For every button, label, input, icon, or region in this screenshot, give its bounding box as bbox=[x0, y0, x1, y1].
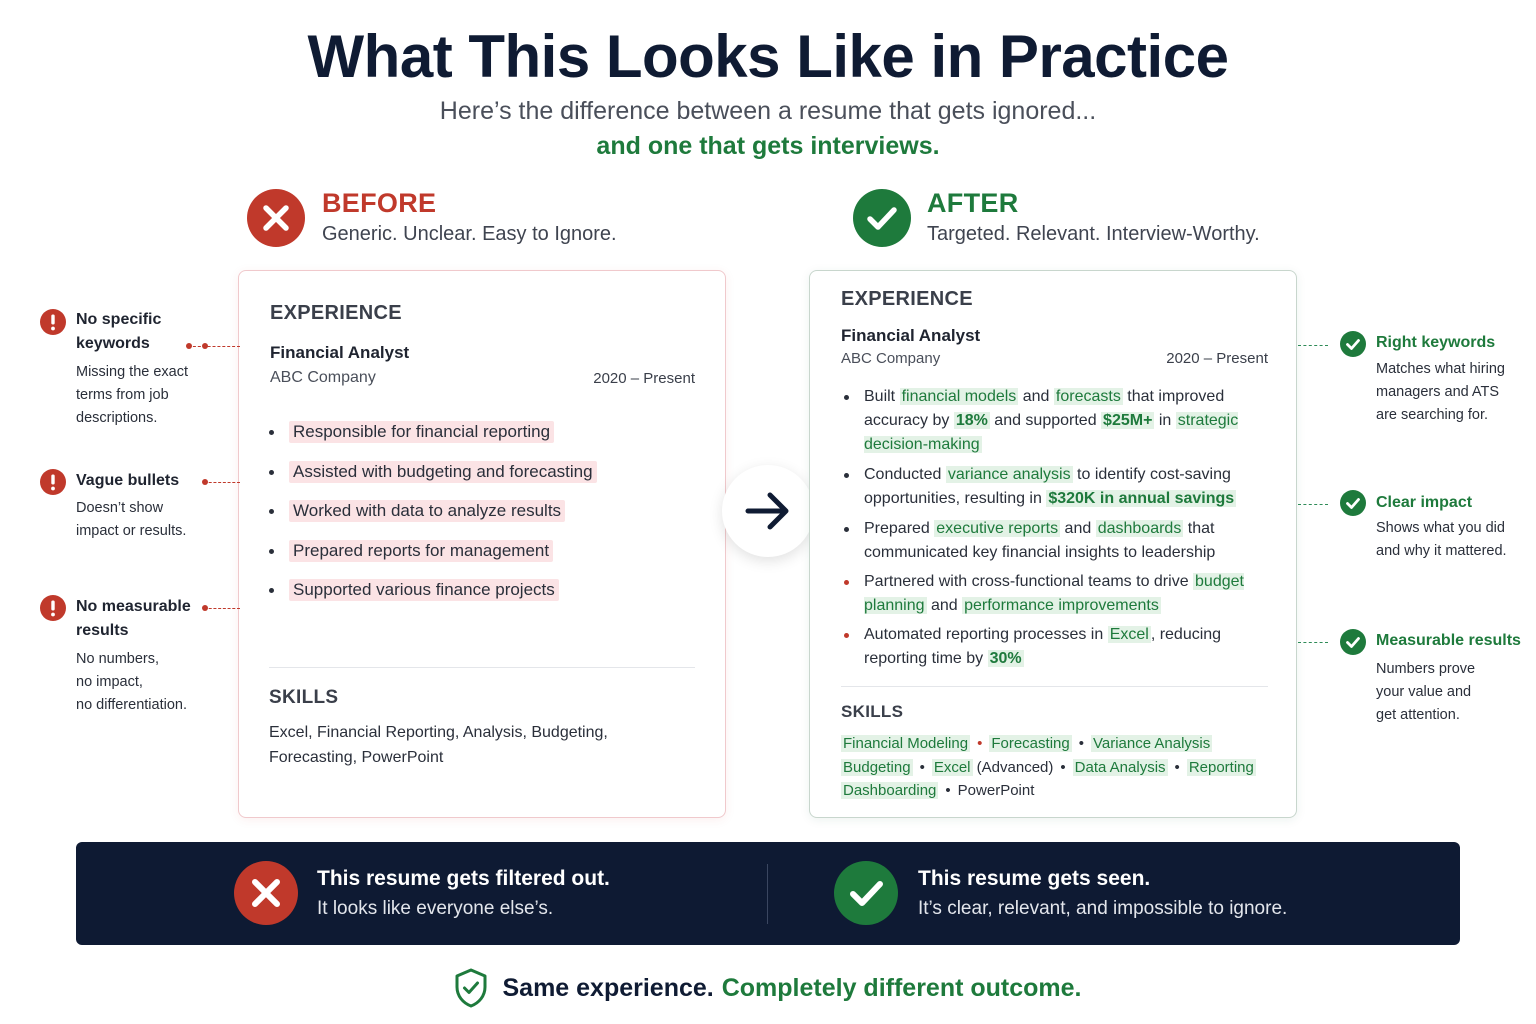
check-circle-icon bbox=[834, 861, 898, 925]
list-item: Automated reporting processes in Excel , reducing reporting time by 30% bbox=[842, 623, 1262, 671]
list-item: Assisted with budgeting and forecasting bbox=[269, 461, 597, 483]
note-title: No specific keywords bbox=[76, 311, 162, 352]
list-item: Prepared executive reports and dashboards that communicated key financial insights to leadership bbox=[842, 517, 1262, 565]
connector-dot bbox=[202, 343, 208, 349]
banner-divider bbox=[767, 864, 768, 924]
exclamation-circle-icon bbox=[40, 595, 66, 621]
after-label: AFTER bbox=[927, 188, 1019, 218]
note-title: Right keywords bbox=[1376, 334, 1496, 351]
skills-heading: SKILLS bbox=[269, 687, 339, 708]
connector-dot bbox=[202, 605, 208, 611]
divider bbox=[269, 667, 695, 668]
note-title: No measurable results bbox=[76, 598, 191, 639]
banner-right-sub: It’s clear, relevant, and impossible to ignore. bbox=[918, 898, 1288, 919]
connector-line bbox=[1298, 504, 1328, 505]
job-dates: 2020 – Present bbox=[1166, 350, 1268, 367]
after-resume-card bbox=[809, 270, 1297, 818]
after-tagline: Targeted. Relevant. Interview-Worthy. bbox=[927, 223, 1260, 245]
before-resume-card bbox=[238, 270, 726, 818]
before-tagline: Generic. Unclear. Easy to Ignore. bbox=[322, 223, 617, 245]
check-circle-icon bbox=[1340, 629, 1366, 655]
arrow-right-icon bbox=[722, 465, 814, 557]
connector-dot bbox=[186, 343, 192, 349]
note-body: Missing the exact terms from job descriptions. bbox=[76, 364, 189, 426]
company-name: ABC Company bbox=[270, 369, 376, 386]
note-body: Matches what hiring managers and ATS are searching for. bbox=[1376, 361, 1505, 423]
page-subtitle: Here’s the difference between a resume that gets ignored... bbox=[439, 97, 1097, 125]
job-title: Financial Analyst bbox=[270, 343, 410, 362]
note-body: Shows what you did and why it mattered. bbox=[1376, 520, 1507, 559]
check-circle-icon bbox=[1340, 490, 1366, 516]
skills-heading: SKILLS bbox=[841, 702, 904, 721]
shield-check-icon bbox=[454, 968, 488, 1008]
banner-left-sub: It looks like everyone else’s. bbox=[317, 898, 554, 919]
note-title: Clear impact bbox=[1376, 494, 1473, 511]
connector-line bbox=[1298, 642, 1328, 643]
note-body: No numbers, no impact, no differentiation. bbox=[76, 651, 187, 713]
skills-list: Financial Modeling • Forecasting • Variance Analysis Budgeting • Excel (Advanced) • Data Analysis • Reporting Dashboarding • PowerPoint bbox=[843, 735, 1254, 799]
connector-line bbox=[204, 482, 240, 483]
list-item: Responsible for financial reporting bbox=[269, 421, 554, 443]
connector-line bbox=[204, 608, 240, 609]
x-circle-icon bbox=[247, 189, 305, 247]
list-item: Partnered with cross-functional teams to drive budget planning and performance improvements bbox=[842, 570, 1262, 618]
banner-left-title: This resume gets filtered out. bbox=[317, 867, 610, 890]
list-item: Prepared reports for management bbox=[269, 540, 553, 562]
note-title: Measurable results bbox=[1376, 632, 1521, 649]
check-circle-icon bbox=[1340, 331, 1366, 357]
banner-right-title: This resume gets seen. bbox=[918, 867, 1151, 890]
note-body: Numbers prove your value and get attention. bbox=[1376, 661, 1476, 723]
connector-line bbox=[1298, 345, 1328, 346]
list-item: Conducted variance analysis to identify cost-saving opportunities, resulting in $320K in annual savings bbox=[842, 463, 1262, 511]
job-dates: 2020 – Present bbox=[593, 370, 695, 387]
footer-part1: Same experience. bbox=[502, 973, 714, 1002]
divider bbox=[841, 686, 1268, 687]
x-circle-icon bbox=[234, 861, 298, 925]
outcome-banner bbox=[76, 842, 1460, 945]
list-item: Worked with data to analyze results bbox=[269, 500, 565, 522]
before-label: BEFORE bbox=[322, 188, 437, 218]
list-item: Built financial models and forecasts that improved accuracy by 18% and supported $25M+ in strategic decision-making bbox=[842, 385, 1262, 457]
page-title: What This Looks Like in Practice bbox=[307, 23, 1229, 90]
page-subtitle-highlight: and one that gets interviews. bbox=[596, 132, 940, 160]
note-title: Vague bullets bbox=[76, 472, 180, 489]
connector-line bbox=[188, 346, 240, 347]
list-item: Supported various finance projects bbox=[269, 579, 559, 601]
experience-heading: EXPERIENCE bbox=[841, 288, 973, 310]
job-title: Financial Analyst bbox=[841, 326, 981, 345]
check-circle-icon bbox=[853, 189, 911, 247]
connector-dot bbox=[202, 479, 208, 485]
company-name: ABC Company bbox=[841, 350, 941, 367]
note-body: Doesn’t show impact or results. bbox=[76, 500, 187, 539]
experience-heading: EXPERIENCE bbox=[270, 302, 402, 324]
footer-part2: Completely different outcome. bbox=[721, 973, 1082, 1002]
exclamation-circle-icon bbox=[40, 309, 66, 335]
exclamation-circle-icon bbox=[40, 469, 66, 495]
skills-list: Excel, Financial Reporting, Analysis, Budgeting, Forecasting, PowerPoint bbox=[269, 724, 608, 766]
footer-tagline bbox=[0, 968, 1536, 1008]
